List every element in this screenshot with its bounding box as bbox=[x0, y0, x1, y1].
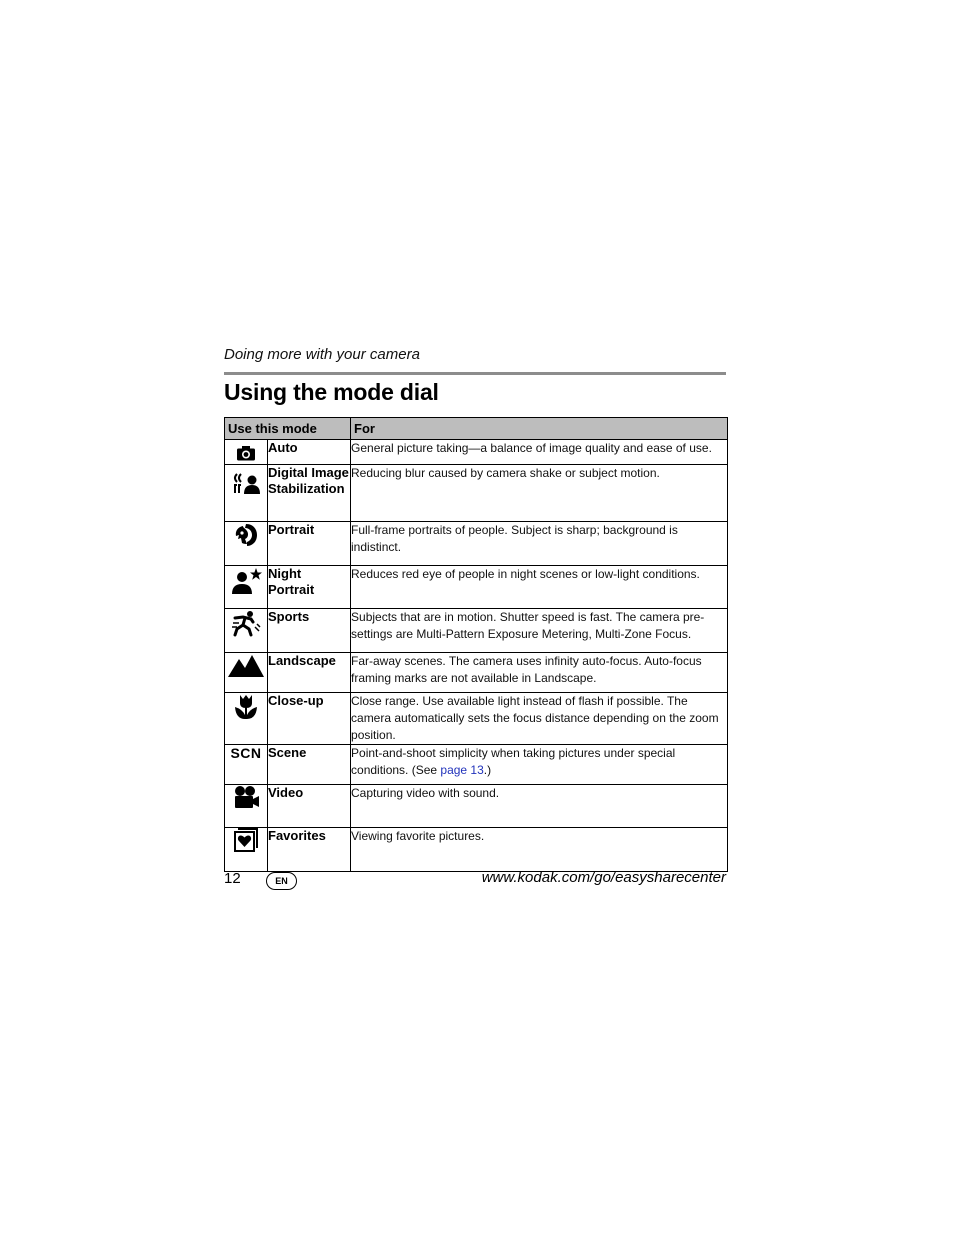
icon-cell bbox=[225, 440, 268, 465]
mode-name: Favorites bbox=[268, 828, 351, 872]
stabilization-icon bbox=[231, 474, 261, 491]
table-row bbox=[225, 522, 728, 566]
scene-desc-prefix: Point-and-shoot simplicity when taking pictures under special conditions. (See bbox=[351, 746, 676, 777]
mode-description bbox=[351, 745, 728, 785]
icon-cell bbox=[225, 522, 268, 566]
section-header: Doing more with your camera bbox=[224, 346, 420, 363]
scene-icon: SCN bbox=[230, 745, 262, 761]
icon-cell bbox=[225, 653, 268, 693]
table-header-row bbox=[225, 418, 728, 440]
mode-name: Landscape bbox=[268, 653, 351, 693]
table-row bbox=[225, 828, 728, 872]
mode-name: Auto bbox=[268, 440, 351, 465]
table-row bbox=[225, 566, 728, 609]
mode-description: Reduces red eye of people in night scenes or low-light conditions. bbox=[351, 566, 728, 609]
icon-cell bbox=[225, 785, 268, 828]
column-header-for: For bbox=[351, 418, 728, 440]
mode-description: Close range. Use available light instead of flash if possible. The camera automatically sets the focus distance depending on the zoom position. bbox=[351, 693, 728, 745]
close-up-icon bbox=[234, 698, 258, 715]
mode-name: Close-up bbox=[268, 693, 351, 745]
mode-dial-table bbox=[224, 417, 728, 872]
footer-url[interactable]: www.kodak.com/go/easysharecenter bbox=[481, 869, 726, 886]
landscape-icon bbox=[228, 656, 264, 673]
table-row bbox=[225, 785, 728, 828]
mode-name: Sports bbox=[268, 609, 351, 653]
mode-name: Portrait bbox=[268, 522, 351, 566]
video-icon bbox=[233, 788, 259, 805]
mode-name: Digital Image Stabilization bbox=[268, 465, 351, 522]
icon-cell bbox=[225, 566, 268, 609]
mode-description: Reducing blur caused by camera shake or subject motion. bbox=[351, 465, 728, 522]
portrait-icon bbox=[233, 526, 259, 543]
night-portrait-icon bbox=[230, 572, 262, 589]
language-badge: EN bbox=[266, 872, 297, 890]
table-row bbox=[225, 465, 728, 522]
mode-name: Video bbox=[268, 785, 351, 828]
column-header-mode: Use this mode bbox=[225, 418, 351, 440]
mode-description: Capturing video with sound. bbox=[351, 785, 728, 828]
icon-cell bbox=[225, 609, 268, 653]
mode-description: Subjects that are in motion. Shutter speed is fast. The camera pre-settings are Multi-Pattern Exposure Metering, Multi-Zone Focus. bbox=[351, 609, 728, 653]
mode-name: Scene bbox=[268, 745, 351, 785]
table-row bbox=[225, 440, 728, 465]
table-row bbox=[225, 653, 728, 693]
mode-description: Viewing favorite pictures. bbox=[351, 828, 728, 872]
icon-cell bbox=[225, 465, 268, 522]
header-rule bbox=[224, 372, 726, 375]
mode-name: Night Portrait bbox=[268, 566, 351, 609]
table-row bbox=[225, 609, 728, 653]
page-title: Using the mode dial bbox=[224, 379, 439, 405]
page-13-link[interactable]: page 13 bbox=[440, 763, 484, 777]
scene-desc-suffix: .) bbox=[483, 763, 492, 777]
icon-cell bbox=[225, 828, 268, 872]
mode-description: General picture taking—a balance of image quality and ease of use. bbox=[351, 440, 728, 465]
icon-cell bbox=[225, 745, 268, 785]
table-row bbox=[225, 745, 728, 785]
favorites-icon bbox=[234, 831, 258, 848]
sports-icon bbox=[231, 614, 261, 631]
mode-description: Full-frame portraits of people. Subject is sharp; background is indistinct. bbox=[351, 522, 728, 566]
page-number: 12 bbox=[224, 870, 241, 887]
table-row bbox=[225, 693, 728, 745]
icon-cell bbox=[225, 693, 268, 745]
mode-description: Far-away scenes. The camera uses infinity auto-focus. Auto-focus framing marks are not available in Landscape. bbox=[351, 653, 728, 693]
camera-icon bbox=[236, 444, 256, 461]
